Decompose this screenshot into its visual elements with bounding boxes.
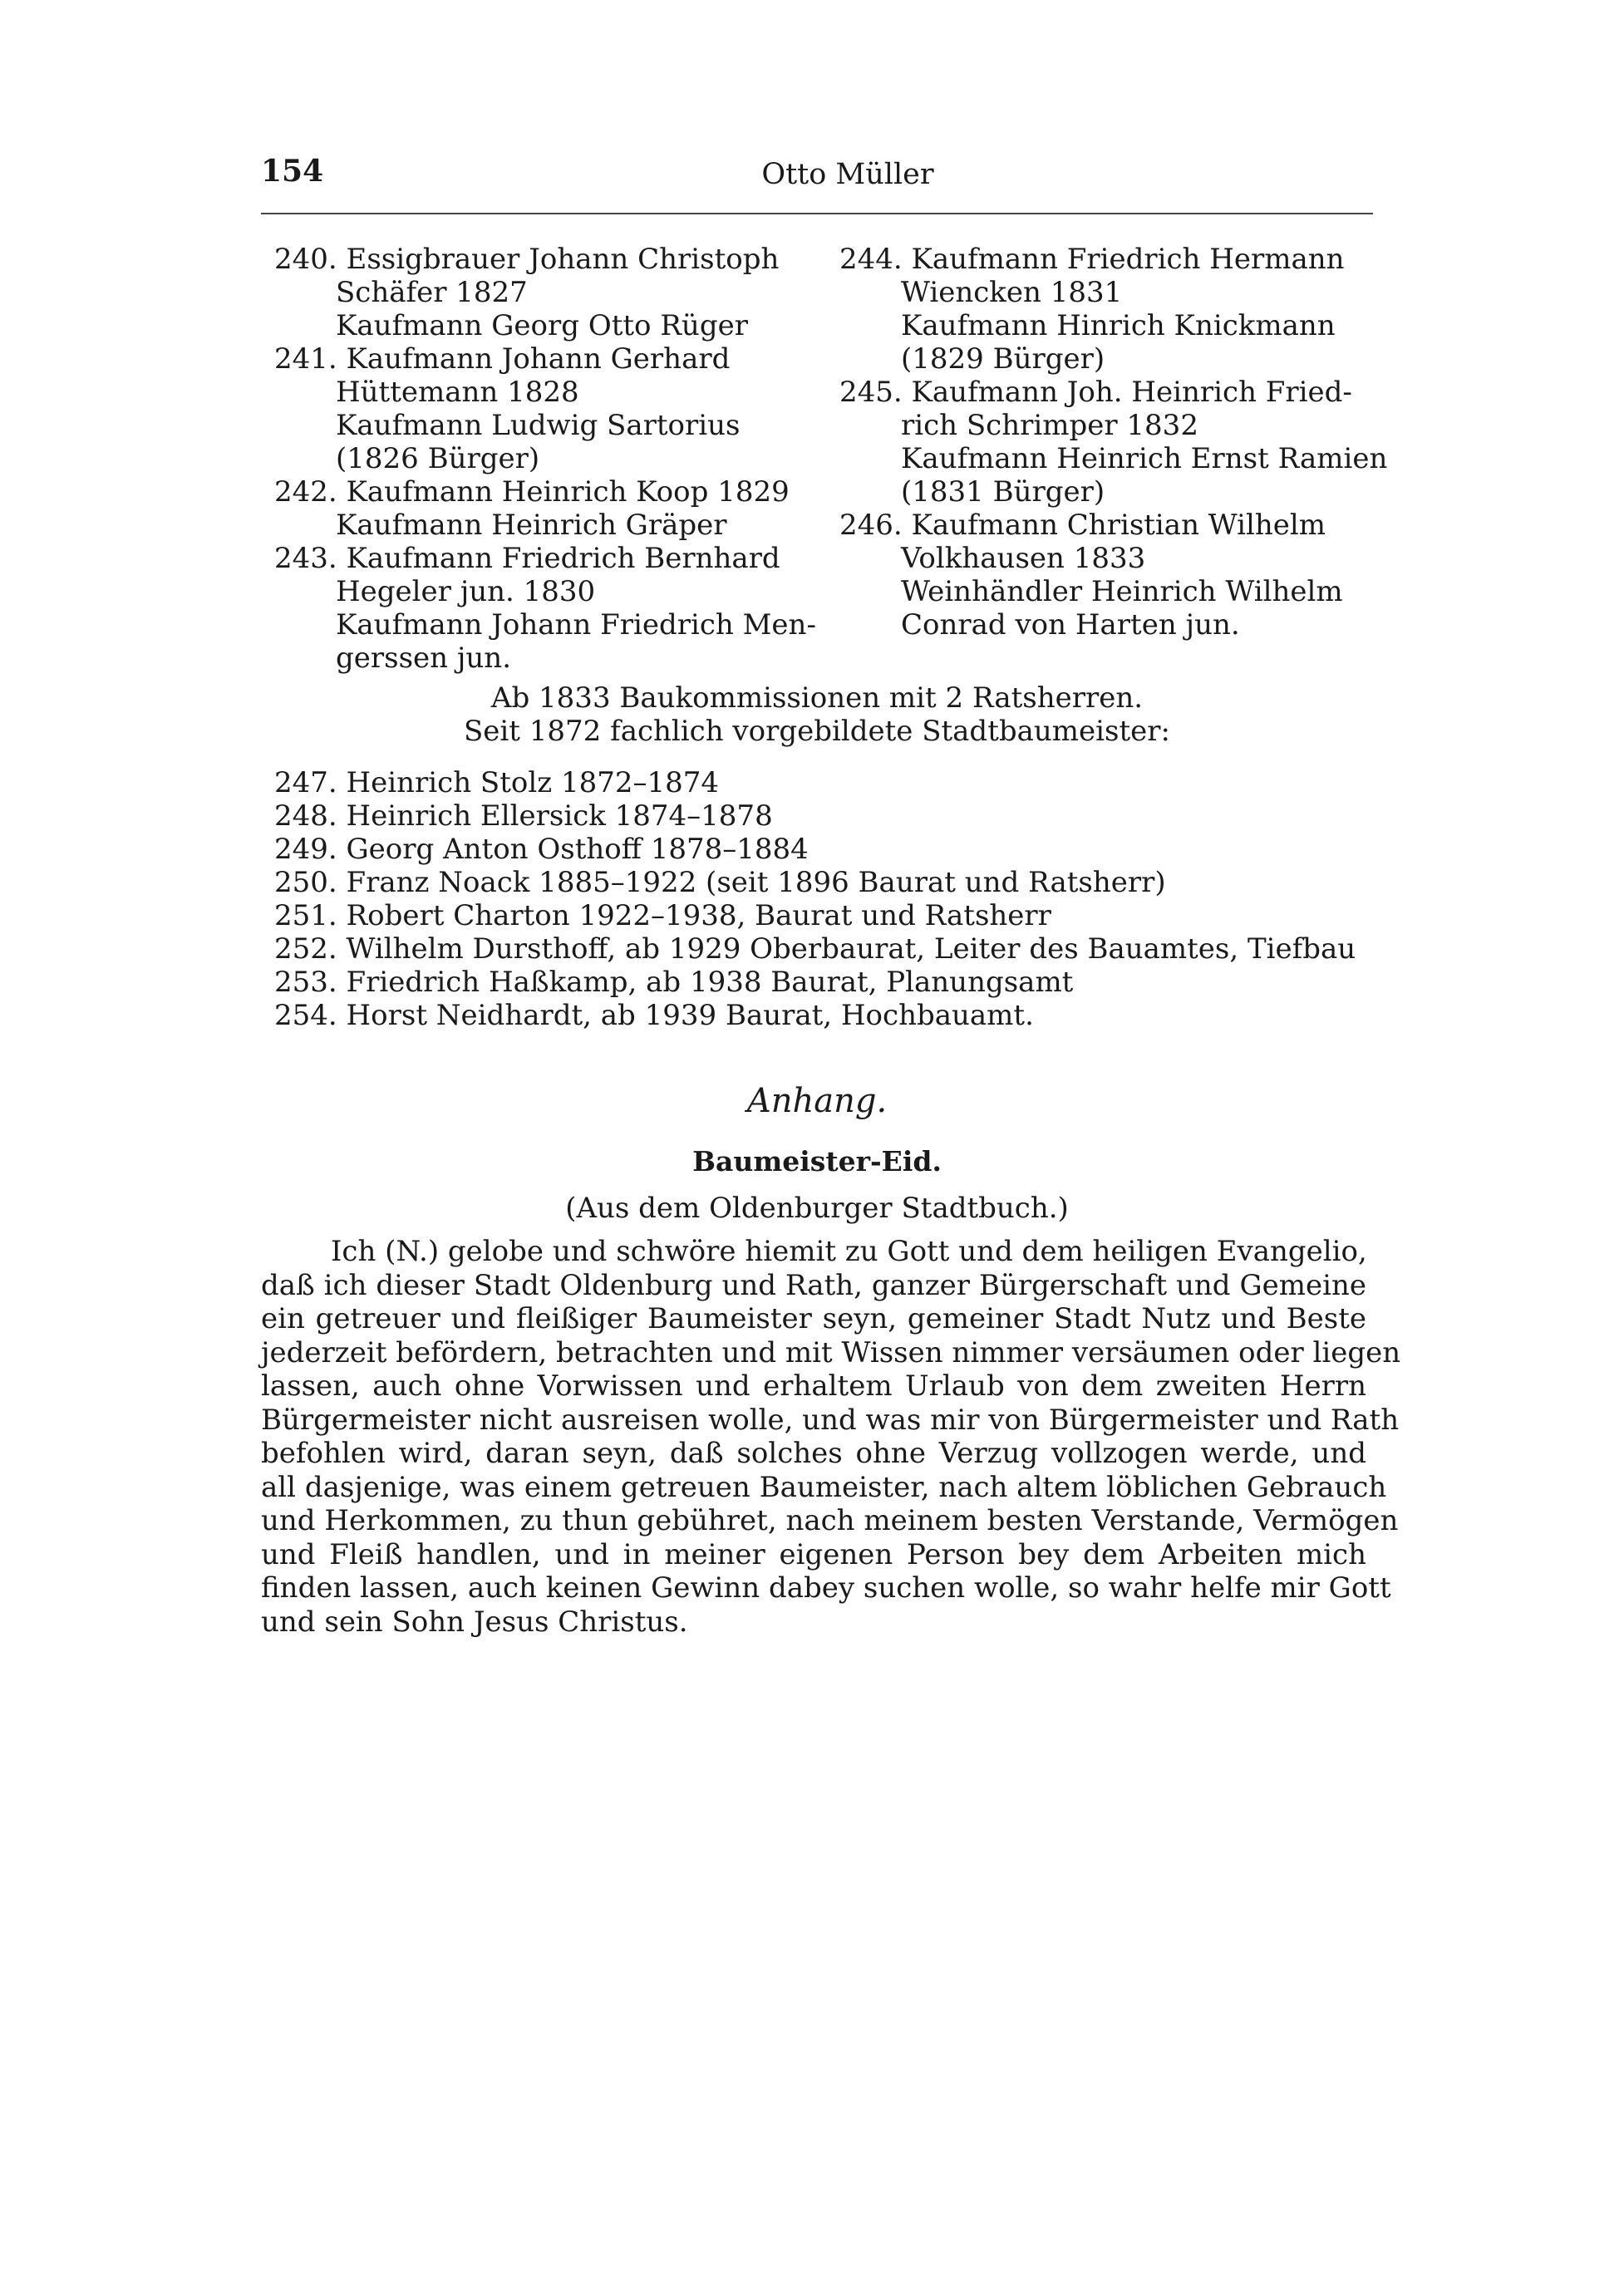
- oath-text: [261, 1235, 1401, 1639]
- entry-first-line: [274, 542, 806, 575]
- entry-number: 243.: [274, 542, 337, 575]
- entry-continuation-line: Kaufmann Georg Otto Rüger: [336, 309, 748, 342]
- list-item: [274, 542, 816, 675]
- entry-continuation-line: gerssen jun.: [336, 642, 512, 675]
- oath-line: daß ich dieser Stadt Oldenburg und Rath, ganzer Bürgerschaft und Gemeine: [261, 1268, 1366, 1302]
- oath-line: Bürgermeister nicht ausreisen wolle, und was mir von Bürgermeister und Rath: [261, 1403, 1400, 1437]
- entry-number: 246.: [839, 509, 903, 542]
- entry-continuation-line: Weinhändler Heinrich Wilhelm: [901, 575, 1343, 608]
- entry-continuation-line: Conrad von Harten jun.: [901, 608, 1240, 642]
- oath-title: Baumeister-Eid.: [692, 1145, 942, 1177]
- list-item: 254. Horst Neidhardt, ab 1939 Baurat, Hochbauamt.: [274, 999, 1034, 1032]
- entry-continuation-line: Kaufmann Heinrich Gräper: [336, 509, 727, 542]
- entry-continuation-line: Volkhausen 1833: [901, 542, 1146, 575]
- header-rule: [261, 213, 1373, 214]
- oath-line: ein getreuer und fleißiger Baumeister seyn, gemeiner Stadt Nutz und Beste: [261, 1302, 1366, 1335]
- oath-line: lassen, auch ohne Vorwissen und erhaltem Urlaub von dem zweiten Herrn: [261, 1369, 1366, 1403]
- list-item: 253. Friedrich Haßkamp, ab 1938 Baurat, Planungsamt: [274, 966, 1074, 999]
- entry-continuation-line: rich Schrimper 1832: [901, 409, 1198, 442]
- entry-text: Kaufmann Friedrich Hermann: [902, 243, 1345, 276]
- appendix-title: Anhang.: [746, 1082, 888, 1120]
- list-item: 251. Robert Charton 1922–1938, Baurat und Ratsherr: [274, 899, 1051, 932]
- oath-line: finden lassen, auch keinen Gewinn dabey suchen wolle, so wahr helfe mir Gott: [261, 1571, 1391, 1605]
- transition-line-1: Ab 1833 Baukommissionen mit 2 Ratsherren.: [490, 681, 1144, 715]
- entry-text: Kaufmann Heinrich Koop 1829: [337, 475, 790, 509]
- list-item: 249. Georg Anton Osthoff 1878–1884: [274, 833, 809, 866]
- list-item: 248. Heinrich Ellersick 1874–1878: [274, 799, 773, 833]
- entry-continuation-line: Kaufmann Heinrich Ernst Ramien: [901, 442, 1388, 475]
- entry-number: 241.: [274, 342, 337, 376]
- right-column: [839, 243, 1388, 642]
- entry-continuation-line: Hüttemann 1828: [336, 376, 579, 409]
- oath-line: und Herkommen, zu thun gebühret, nach meinem besten Verstande, Vermögen: [261, 1504, 1399, 1537]
- entry-continuation-line: (1831 Bürger): [901, 475, 1105, 509]
- list-item: [274, 475, 806, 542]
- oath-line: Ich (N.) gelobe und schwöre hiemit zu Gott und dem heiligen Evangelio,: [331, 1235, 1367, 1268]
- entry-continuation-line: (1829 Bürger): [901, 342, 1105, 376]
- oath-line: all dasjenige, was einem getreuen Baumeister, nach altem löblichen Gebrauch: [261, 1470, 1387, 1504]
- entry-text: Kaufmann Christian Wilhelm: [902, 509, 1326, 542]
- entry-continuation-line: Schäfer 1827: [336, 276, 528, 309]
- oath-line: und Fleiß handlen, und in meiner eigenen Person bey dem Arbeiten mich: [261, 1537, 1366, 1571]
- entry-text: Kaufmann Joh. Heinrich Fried-: [902, 376, 1352, 409]
- entry-continuation-line: Hegeler jun. 1830: [336, 575, 596, 608]
- entry-number: 244.: [839, 243, 903, 276]
- entry-first-line: [839, 376, 1371, 409]
- entry-continuation-line: Kaufmann Ludwig Sartorius: [336, 409, 741, 442]
- stadtbaumeister-list: [274, 766, 1371, 1032]
- running-head: Otto Müller: [761, 158, 934, 191]
- entry-first-line: [274, 342, 806, 376]
- entry-text: Essigbrauer Johann Christoph: [337, 243, 780, 276]
- entry-continuation-line: Wiencken 1831: [901, 276, 1123, 309]
- oath-source: (Aus dem Oldenburger Stadtbuch.): [565, 1192, 1069, 1225]
- list-item: 252. Wilhelm Dursthoff, ab 1929 Oberbaurat, Leiter des Bauamtes, Tiefbau: [274, 932, 1356, 966]
- list-item: [839, 509, 1371, 642]
- list-item: 247. Heinrich Stolz 1872–1874: [274, 766, 720, 799]
- oath-line: und sein Sohn Jesus Christus.: [261, 1605, 688, 1639]
- entry-number: 242.: [274, 475, 337, 509]
- entry-text: Kaufmann Friedrich Bernhard: [337, 542, 780, 575]
- entry-first-line: [274, 243, 806, 276]
- entry-continuation-line: (1826 Bürger): [336, 442, 540, 475]
- entry-continuation-line: Kaufmann Johann Friedrich Men-: [336, 608, 816, 642]
- oath-line: jederzeit befördern, betrachten und mit Wissen nimmer versäumen oder liegen: [261, 1335, 1401, 1369]
- entry-text: Kaufmann Johann Gerhard: [337, 342, 731, 376]
- entry-first-line: [839, 243, 1371, 276]
- list-item: [839, 376, 1388, 509]
- page-number: 154: [261, 154, 324, 189]
- list-item: 250. Franz Noack 1885–1922 (seit 1896 Baurat und Ratsherr): [274, 866, 1166, 899]
- entry-first-line: [839, 509, 1371, 542]
- list-item: [274, 243, 806, 342]
- entry-continuation-line: Kaufmann Hinrich Knickmann: [901, 309, 1336, 342]
- entry-number: 245.: [839, 376, 903, 409]
- oath-line: befohlen wird, daran seyn, daß solches ohne Verzug vollzogen werde, und: [261, 1437, 1366, 1470]
- list-item: [274, 342, 806, 475]
- entry-number: 240.: [274, 243, 337, 276]
- left-column: [274, 243, 816, 675]
- entry-first-line: [274, 475, 806, 509]
- list-item: [839, 243, 1371, 376]
- transition-line-2: Seit 1872 fachlich vorgebildete Stadtbaumeister:: [464, 715, 1170, 748]
